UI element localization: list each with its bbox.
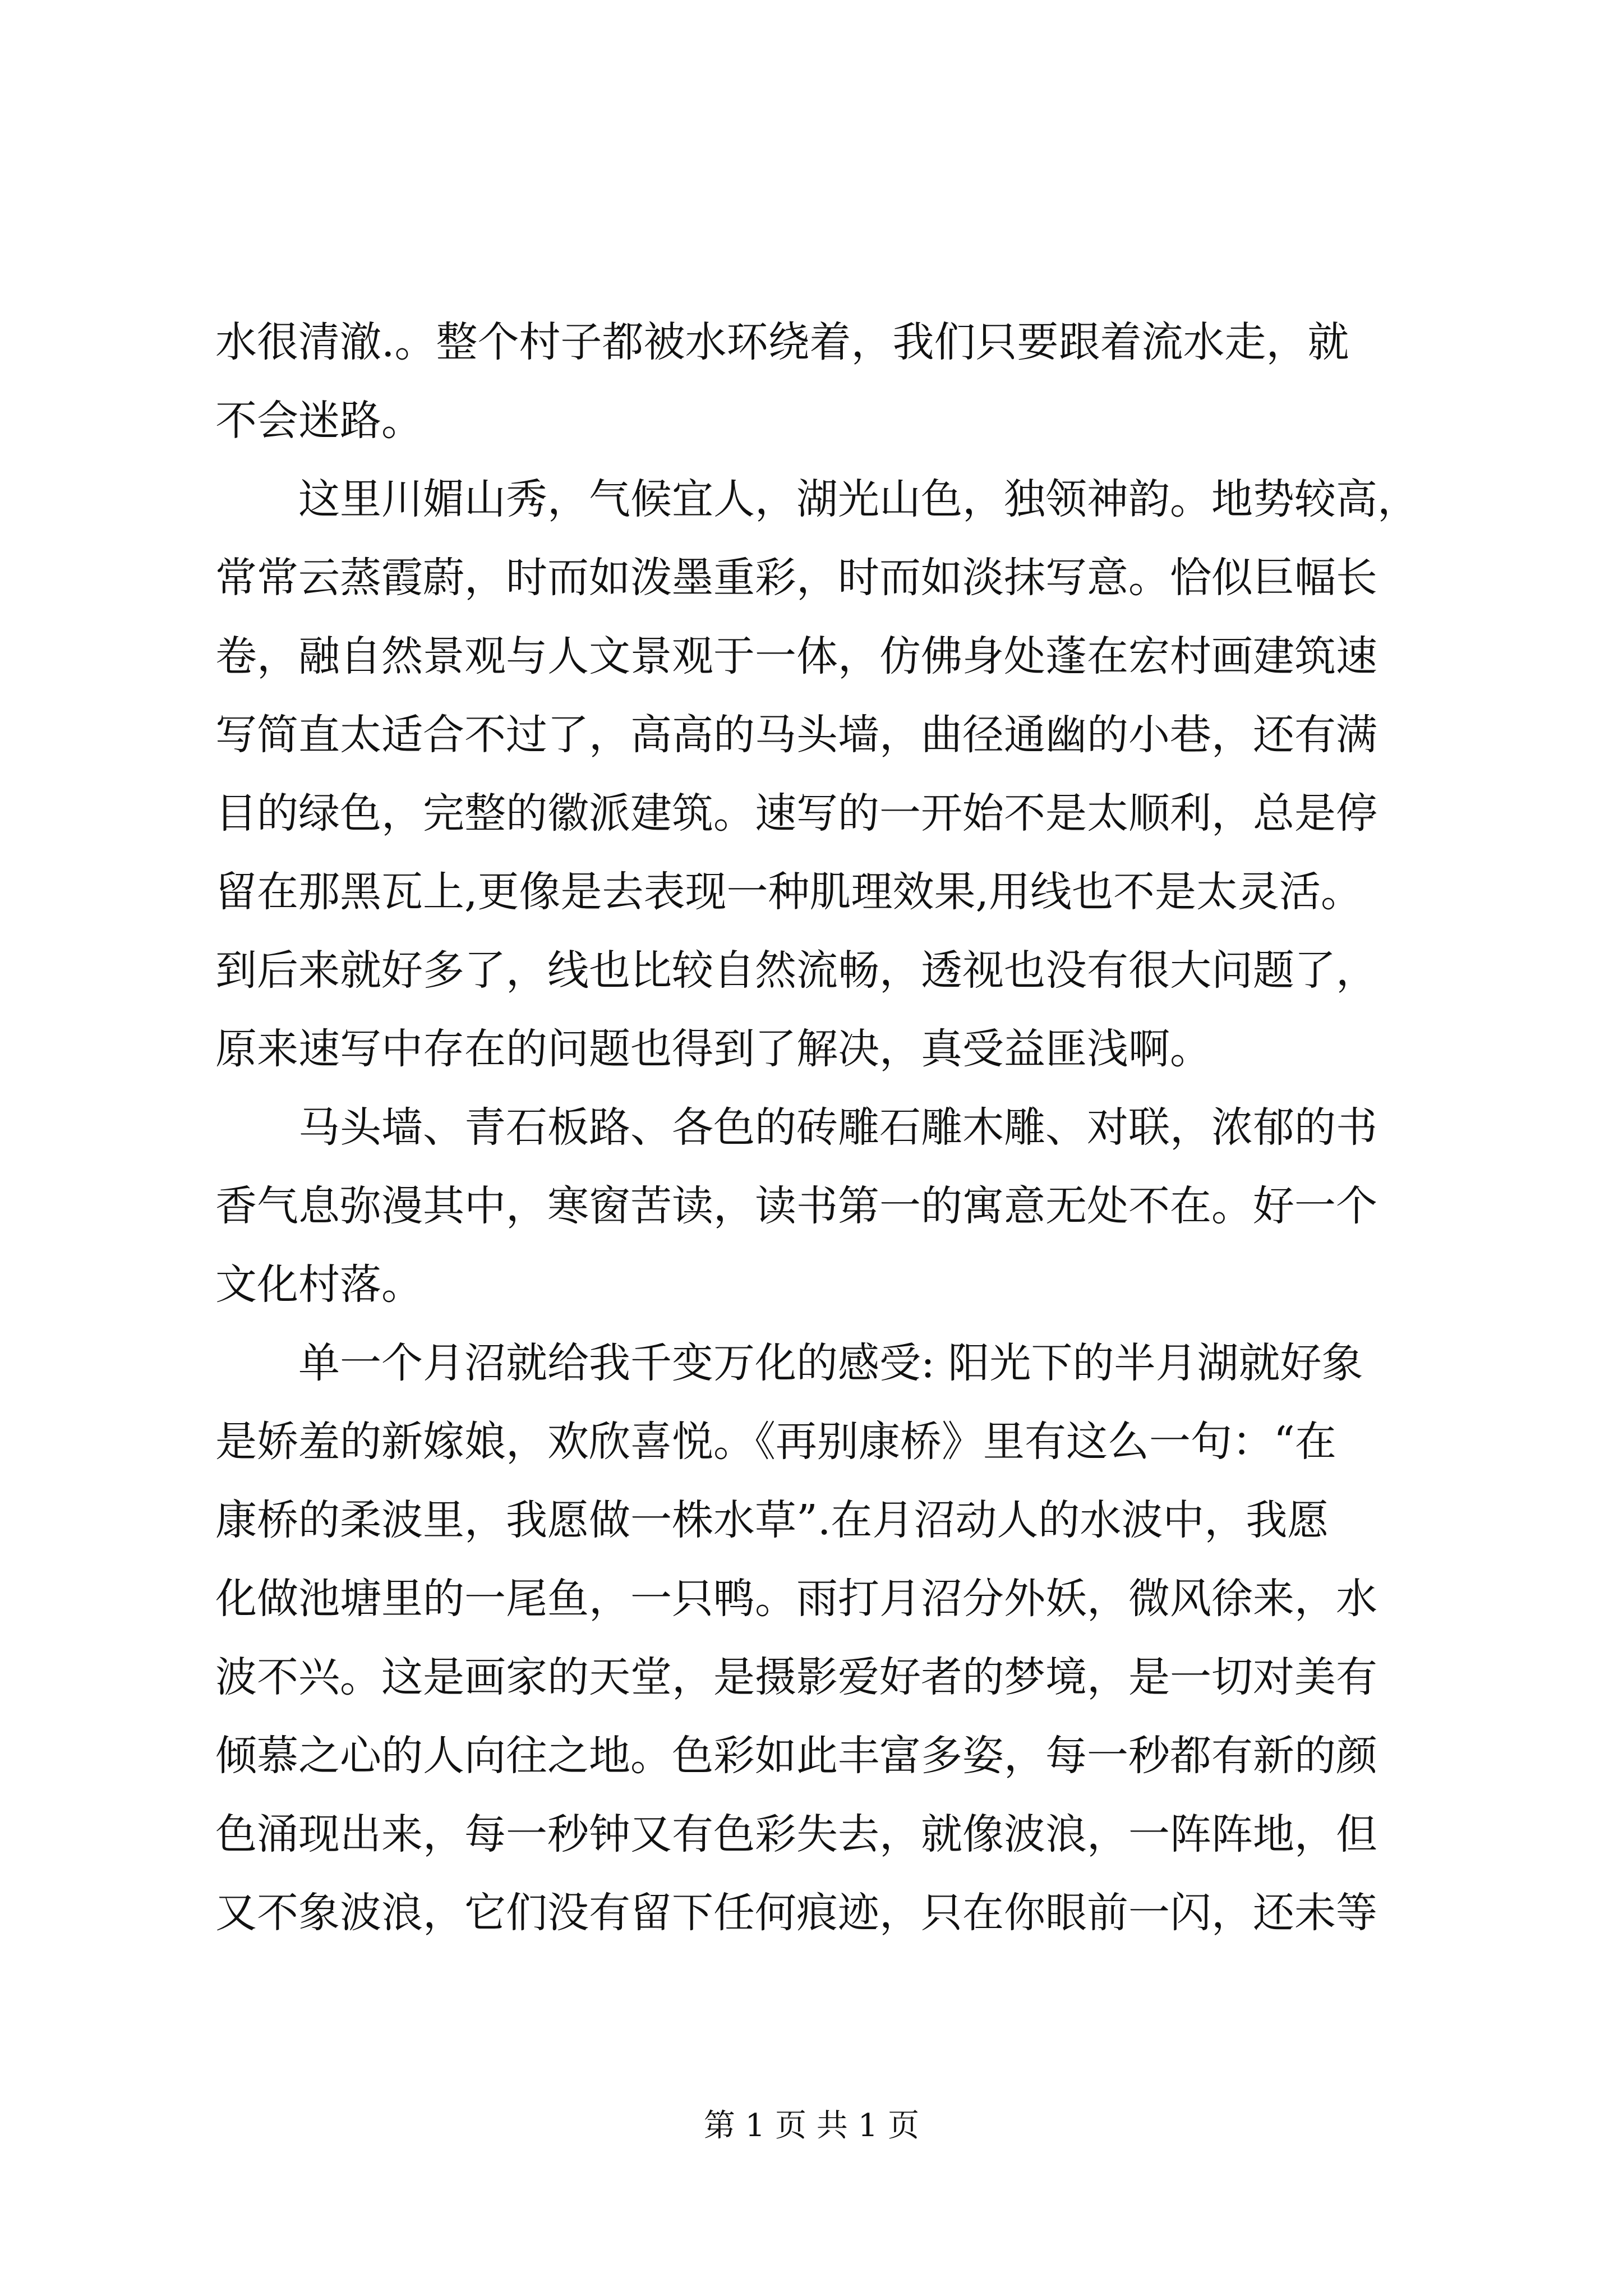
text-line: 写简直太适合不过了，高高的马头墙，曲径通幽的小巷，还有满 xyxy=(215,711,1377,759)
text-line: 倾慕之心的人向往之地。色彩如此丰富多姿，每一秒都有新的颜 xyxy=(215,1732,1377,1780)
text-line: 香气息弥漫其中，寒窗苦读，读书第一的寓意无处不在。好一个 xyxy=(215,1182,1377,1230)
text-line: 留在那黑瓦上,更像是去表现一种肌理效果,用线也不是太灵活。 xyxy=(215,868,1363,916)
text-line: 目的绿色，完整的徽派建筑。速写的一开始不是太顺利，总是停 xyxy=(215,789,1377,838)
text-line: 不会迷路。 xyxy=(215,397,423,445)
text-line: 水很清澈.。整个村子都被水环绕着，我们只要跟着流水走，就 xyxy=(215,318,1349,366)
text-line: 又不象波浪，它们没有留下任何痕迹，只在你眼前一闪，还未等 xyxy=(215,1889,1377,1937)
text-line: 是娇羞的新嫁娘，欢欣喜悦。《再别康桥》里有这么一句：“在 xyxy=(215,1418,1336,1466)
text-line: 康桥的柔波里，我愿做一株水草”.在月沼动人的水波中，我愿 xyxy=(215,1496,1329,1544)
text-line: 单一个月沼就给我千变万化的感受: 阳光下的半月湖就好象 xyxy=(215,1339,1363,1387)
text-line: 原来速写中存在的问题也得到了解决，真受益匪浅啊。 xyxy=(215,1025,1211,1073)
text-line: 化做池塘里的一尾鱼，一只鸭。雨打月沼分外妖，微风徐来，水 xyxy=(215,1575,1377,1623)
text-line: 色涌现出来，每一秒钟又有色彩失去，就像波浪，一阵阵地，但 xyxy=(215,1810,1377,1858)
body-text xyxy=(215,303,1419,1952)
text-line: 文化村落。 xyxy=(215,1260,423,1309)
text-line: 常常云蒸霞蔚，时而如泼墨重彩，时而如淡抹写意。恰似巨幅长 xyxy=(215,554,1377,602)
text-line: 这里川媚山秀，气候宜人，湖光山色，独领神韵。地势较高， xyxy=(215,475,1419,523)
text-line: 到后来就好多了，线也比较自然流畅，透视也没有很大问题了， xyxy=(215,946,1377,995)
text-line: 马头墙、青石板路、各色的砖雕石雕木雕、对联，浓郁的书 xyxy=(215,1103,1377,1152)
text-line: 卷，融自然景观与人文景观于一体，仿佛身处蓬在宏村画建筑速 xyxy=(215,632,1377,680)
text-line: 波不兴。这是画家的天堂，是摄影爱好者的梦境，是一切对美有 xyxy=(215,1653,1377,1701)
page-footer: 第 1 页 共 1 页 xyxy=(703,2108,920,2144)
